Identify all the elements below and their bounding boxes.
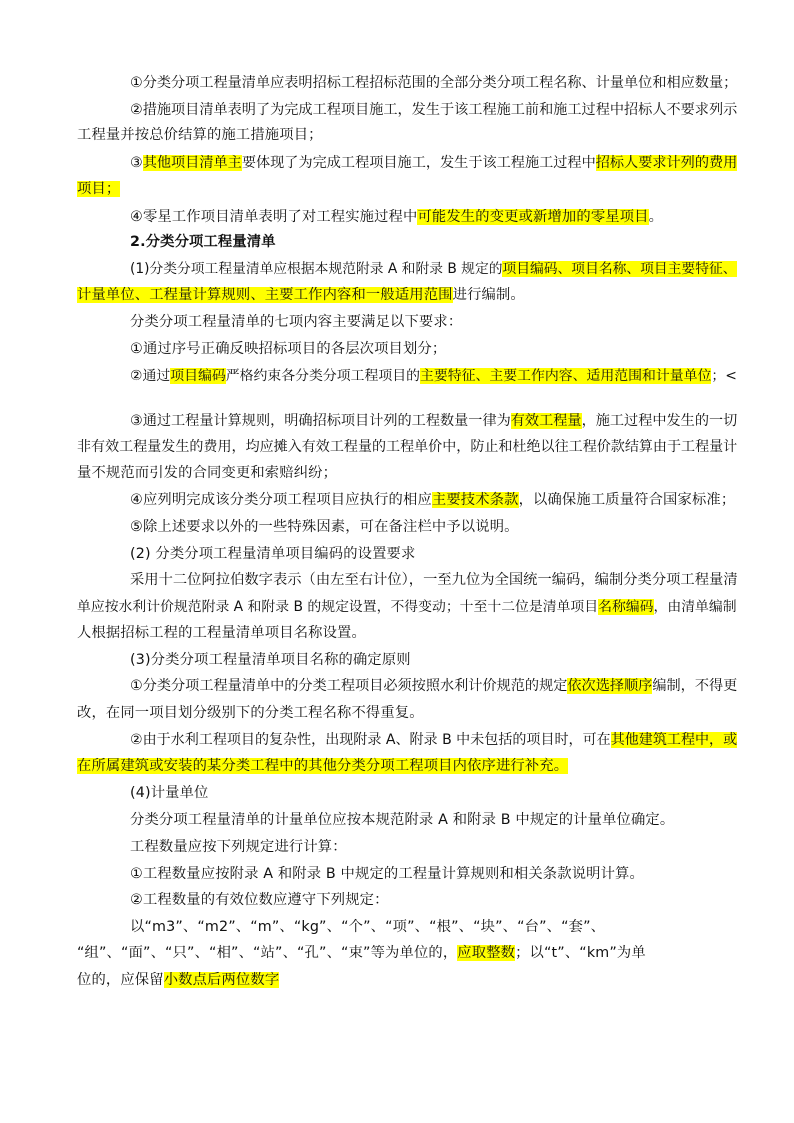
text-segment: ；以“t”、“km”为单 — [515, 945, 646, 961]
text-segment: ，由清单编制 — [653, 599, 737, 615]
text-segment: ④零星工作项目清单表明了对工程实施过程中 — [130, 209, 418, 225]
text-segment: 分类分项工程量清单的计量单位应按本规范附录 A 和附录 B 中规定的计量单位确定。 — [130, 812, 675, 828]
text-segment: 采用十二位阿拉伯数字表示（由左至右计位），一至九位为全国统一编码，编制分类分项工程量清 — [130, 572, 738, 588]
text-segment: ②由于水利工程项目的复杂性，出现附录 A、附录 B 中未包括的项目时，可在 — [130, 732, 611, 748]
text-segment: ②通过 — [130, 368, 171, 384]
text-line — [77, 943, 646, 963]
highlighted-text: 项目； — [77, 181, 121, 197]
text-line — [130, 100, 737, 120]
text-segment: 进行编制。 — [452, 287, 525, 303]
text-segment: 单应按水利计价规范附录 A 和附录 B 的规定设置，不得变动；十至十二位是清单项目 — [77, 599, 599, 615]
text-segment: ①分类分项工程量清单应表明招标工程招标范围的全部分类分项工程名称、计量单位和相应数量； — [130, 75, 738, 91]
highlighted-text: 其他建筑工程中，或 — [610, 732, 738, 748]
text-line — [77, 125, 323, 145]
text-segment: ①工程数量应按附录 A 和附录 B 中规定的工程量计算规则和相关条款说明计算。 — [130, 866, 644, 882]
text-line — [130, 517, 519, 537]
text-segment: ②措施项目清单表明了为完成工程项目施工，发生于该工程施工前和施工过程中招标人不要求列示 — [130, 102, 738, 118]
text-line — [130, 312, 462, 332]
text-line — [130, 917, 605, 937]
text-line — [130, 73, 737, 93]
text-line — [130, 864, 644, 884]
text-segment: 位的，应保留 — [77, 972, 164, 988]
highlighted-text: 项目编码、项目名称、项目主要特征、 — [502, 261, 737, 277]
highlighted-text: 应取整数 — [457, 945, 516, 961]
text-segment: 工程量并按总价结算的施工措施项目； — [77, 127, 323, 143]
text-line — [77, 463, 337, 483]
text-line — [77, 623, 366, 643]
text-segment: ④应列明完成该分类分项工程项目应执行的相应 — [130, 492, 432, 508]
highlighted-text: 可能发生的变更或新增加的零星项目 — [417, 209, 649, 225]
text-segment: 工程数量应按下列规定进行计算： — [130, 839, 347, 855]
text-segment: ③通过工程量计算规则，明确招标项目计列的工程数量一律为 — [130, 413, 511, 429]
text-line — [130, 570, 738, 590]
text-segment: 以“m3”、“m2”、“m”、“kg”、“个”、“项”、“根”、“块”、“台”、“套”、 — [130, 919, 606, 935]
text-segment: ，以确保施工质量符合国家标准； — [518, 492, 736, 508]
highlighted-text: 其他项目清单主 — [142, 155, 242, 171]
highlighted-text: 在所属建筑或安装的某分类工程中的其他分类分项工程项目内依序进行补充。 — [77, 758, 569, 774]
text-line — [130, 366, 737, 386]
text-line — [130, 339, 446, 359]
text-line — [130, 232, 276, 252]
section-heading: 2.分类分项工程量清单 — [130, 234, 276, 250]
text-segment: (3)分类分项工程量清单项目名称的确定原则 — [130, 652, 411, 668]
text-segment: 。 — [648, 209, 664, 225]
highlighted-text: 名称编码 — [598, 599, 654, 615]
text-line — [130, 650, 411, 670]
text-line — [130, 676, 737, 696]
text-segment: 量不规范而引发的合同变更和索赔纠纷； — [77, 465, 338, 481]
text-segment: ②工程数量的有效位数应遵守下列规定： — [130, 892, 389, 908]
text-segment: “组”、“面”、“只”、“相”、“站”、“孔”、“束”等为单位的， — [77, 945, 458, 961]
highlighted-text: 小数点后两位数字 — [163, 972, 280, 988]
highlighted-text: 主要技术条款 — [431, 492, 519, 508]
text-line — [130, 411, 737, 431]
text-line — [130, 730, 737, 750]
highlighted-text: 招标人要求计列的费用 — [595, 155, 738, 171]
highlighted-text: 计量单位、工程量计算规则、主要工作内容和一般适用范围 — [77, 287, 453, 303]
text-segment: (1)分类分项工程量清单应根据本规范附录 A 和附录 B 规定的 — [130, 261, 503, 277]
text-line — [77, 179, 120, 199]
text-line — [77, 756, 568, 776]
text-segment: 分类分项工程量清单的七项内容主要满足以下要求： — [130, 314, 463, 330]
text-segment: 人根据招标工程的工程量清单项目名称设置。 — [77, 625, 366, 641]
text-segment: 要体现了为完成工程项目施工，发生于该工程施工过程中 — [241, 155, 596, 171]
text-line — [130, 259, 737, 279]
text-segment: ①通过序号正确反映招标项目的各层次项目划分； — [130, 341, 447, 357]
text-segment: ，施工过程中发生的一切 — [581, 413, 738, 429]
text-line — [130, 490, 735, 510]
text-segment: ⑤除上述要求以外的一些特殊因素，可在备注栏中予以说明。 — [130, 519, 519, 535]
highlighted-text: 依次选择顺序 — [567, 678, 653, 694]
text-line — [77, 703, 424, 723]
text-line — [130, 837, 347, 857]
text-segment: 改，在同一项目划分级别下的分类工程名称不得重复。 — [77, 705, 424, 721]
text-segment: 非有效工程量发生的费用，均应摊入有效工程量的工程单价中，防止和杜绝以往工程价款结算由于工程量计 — [77, 439, 738, 455]
text-line — [130, 207, 663, 227]
highlighted-text: 项目编码 — [170, 368, 226, 384]
text-segment: ③ — [130, 155, 143, 171]
text-line — [130, 783, 209, 803]
text-segment: 严格约束各分类分项工程项目的 — [225, 368, 420, 384]
text-segment: ；< — [711, 368, 737, 384]
text-line — [77, 597, 737, 617]
text-segment: 编制，不得更 — [652, 678, 738, 694]
text-line — [130, 153, 737, 173]
text-line — [130, 810, 674, 830]
highlighted-text: 主要特征、主要工作内容、适用范围和计量单位 — [419, 368, 712, 384]
text-line — [77, 285, 525, 305]
text-line — [77, 970, 279, 990]
text-line — [130, 890, 389, 910]
text-segment: (4)计量单位 — [130, 785, 209, 801]
text-segment: (2) 分类分项工程量清单项目编码的设置要求 — [130, 546, 416, 562]
text-line — [130, 544, 415, 564]
highlighted-text: 有效工程量 — [510, 413, 582, 429]
text-line — [77, 437, 737, 457]
text-segment: ①分类分项工程量清单中的分类工程项目必须按照水利计价规范的规定 — [130, 678, 568, 694]
